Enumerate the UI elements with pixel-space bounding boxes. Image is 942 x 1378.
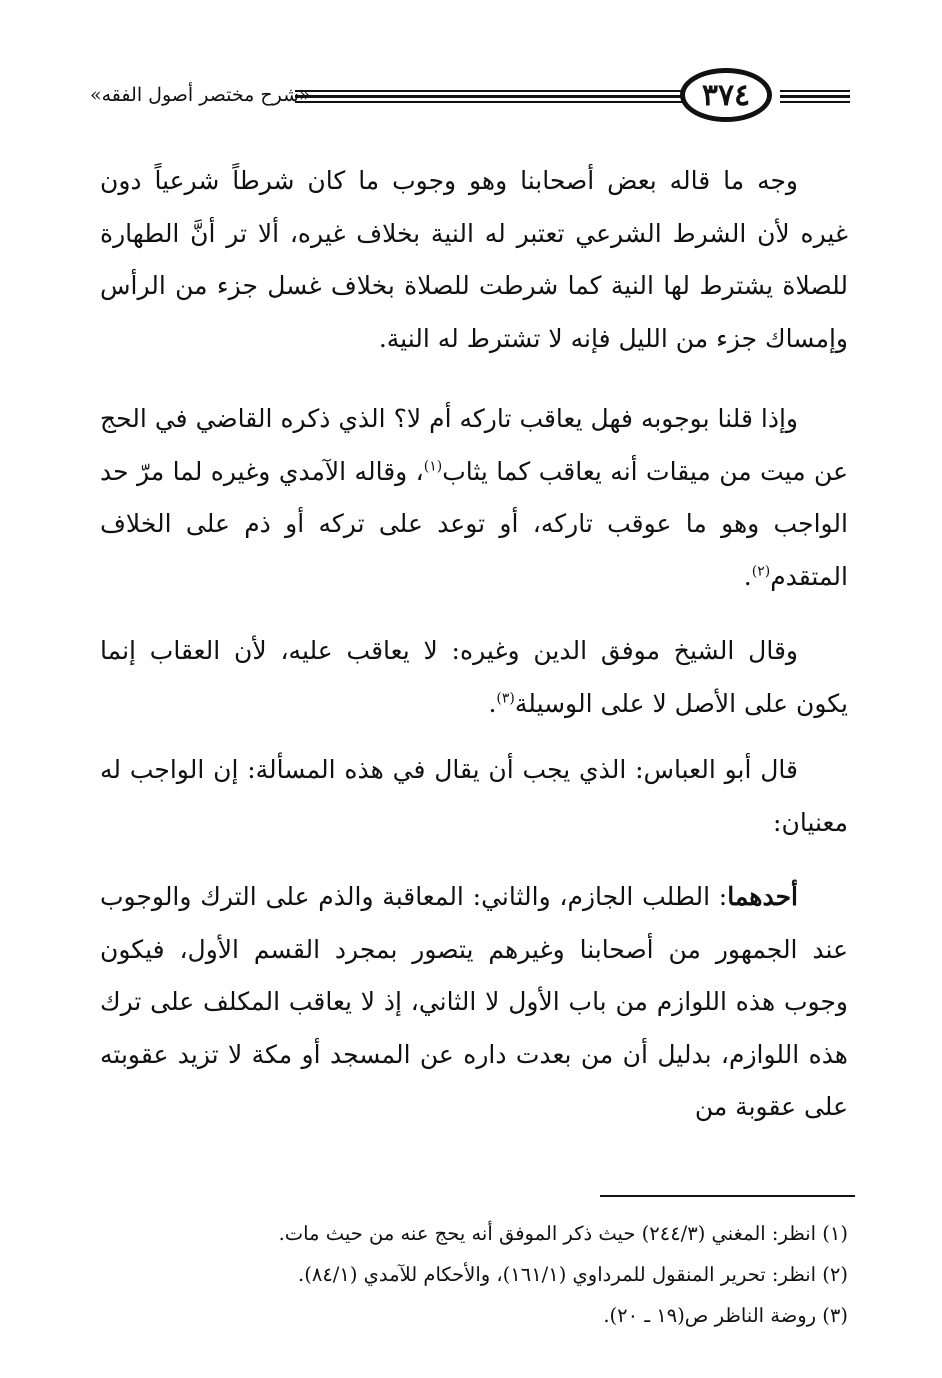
page-header: [90, 64, 850, 134]
footnote-3: (٣) روضة الناظر ص(١٩ ـ ٢٠).: [603, 1304, 848, 1327]
paragraph-text: قال أبو العباس: الذي يجب أن يقال في هذه المسألة: إن الواجب له معنيان:: [100, 755, 848, 837]
footnote-divider: [600, 1195, 855, 1197]
footnote-ref-2[interactable]: (٢): [751, 563, 771, 580]
paragraph-1: [100, 155, 848, 365]
footnote-2: (٢) انظر: تحرير المنقول للمرداوي (١٦١/١)، والأحكام للآمدي (٨٤/١).: [298, 1263, 848, 1286]
header-ornamental-rules: [295, 90, 738, 104]
paragraph-text: : الطلب الجازم، والثاني: المعاقبة والذم على الترك والوجوب عند الجمهور من أصحابنا وغيرهم يتصور بمجرد القسم الأول، فيكون وجوب هذه اللوازم من باب الأول لا الثاني، إذ لا يعاقب المكلف على ترك هذه اللوازم، بدليل أن من بعدت داره عن المسجد أو مكة لا تزيد عقوبته على عقوبة من: [100, 882, 848, 1121]
page-number: ٣٧٤: [701, 77, 751, 113]
footnotes: [100, 1213, 848, 1336]
page-number-oval: [680, 68, 772, 122]
paragraph-3: [100, 625, 848, 730]
paragraph-text: ، وقاله الآمدي وغيره لما مرّ حد الواجب وهو ما عوقب تاركه، أو توعد على تركه أو ذم على الخلاف المتقدم: [100, 456, 848, 591]
header-right-rules: [780, 90, 850, 104]
paragraph-text: وقال الشيخ موفق الدين وغيره: لا يعاقب عليه، لأن العقاب إنما يكون على الأصل لا على الوسيلة: [100, 636, 848, 718]
paragraph-text: وجه ما قاله بعض أصحابنا وهو وجوب ما كان شرطاً شرعياً دون غيره لأن الشرط الشرعي تعتبر له النية بخلاف غيره، ألا تر أنَّ الطهارة للصلاة يشترط لها النية كما شرطت للصلاة بخلاف غسل جزء من الرأس وإمساك جزء من الليل فإنه لا تشترط له النية.: [100, 166, 848, 353]
paragraph-5: [100, 871, 848, 1134]
paragraph-lead: أحدهما: [727, 882, 798, 911]
paragraph-4: [100, 744, 848, 849]
paragraph-text: .: [488, 688, 497, 718]
footnote-ref-3[interactable]: (٣): [496, 690, 515, 707]
main-text: [100, 155, 848, 1134]
paragraph-text: .: [743, 561, 752, 591]
footnote-ref-1[interactable]: (١): [423, 458, 443, 475]
paragraph-2: [100, 393, 848, 603]
running-title: «شرح مختصر أصول الفقه»: [90, 84, 311, 106]
footnote-1: (١) انظر: المغني (٢٤٤/٣) حيث ذكر الموفق أنه يحج عنه من حيث مات.: [278, 1222, 848, 1245]
paragraph-text: وإذا قلنا بوجوبه فهل يعاقب تاركه أم لا؟ الذي ذكره القاضي في الحج عن ميت من ميقات أنه يعاقب كما يثاب: [100, 404, 848, 486]
